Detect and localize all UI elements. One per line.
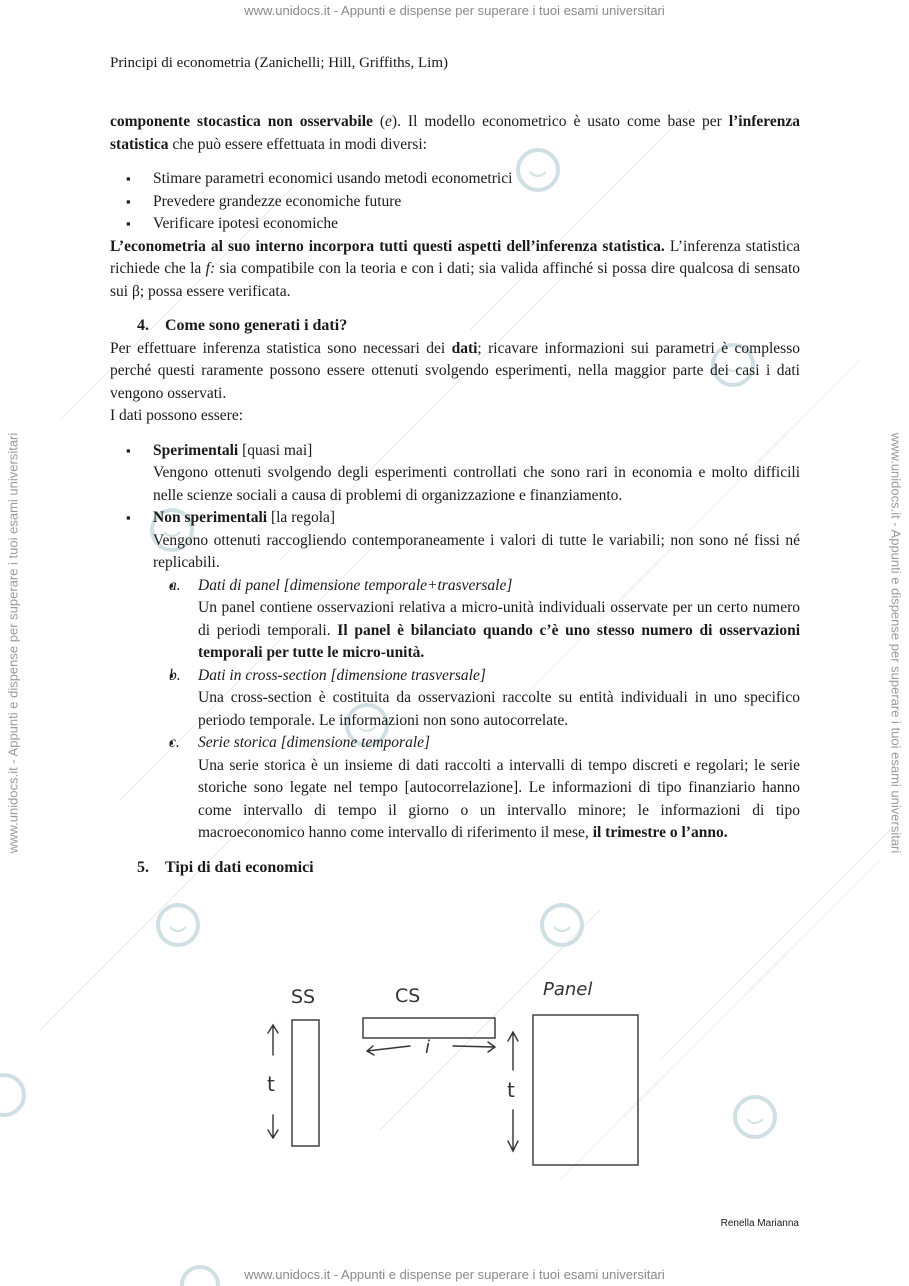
section-title: Tipi di dati economici xyxy=(165,858,314,876)
type-description: Vengono ottenuti svolgendo degli esperimenti controllati che sono rari in economia e molto difficili nelle scienze sociali a causa di problemi di organizzazione e finanziamento. xyxy=(153,464,800,504)
t-label-ss: t xyxy=(267,1072,275,1096)
i-label: i xyxy=(425,1037,431,1058)
arrow-right-icon xyxy=(453,1042,495,1052)
subtype-item-time-series xyxy=(153,732,800,845)
ss-label: SS xyxy=(291,986,316,1008)
section-number: 4. xyxy=(137,317,149,334)
cs-label: CS xyxy=(395,985,421,1007)
type-description: Vengono ottenuti raccogliendo contemporaneamente i valori di tutte le variabili; non sono né fissi né replicabili. xyxy=(153,531,800,571)
section-heading-5 xyxy=(137,857,800,880)
data-types-list xyxy=(110,440,800,845)
subtype-title: Serie storica [dimensione temporale] xyxy=(198,734,431,751)
list-item xyxy=(110,507,800,845)
text-span: ( xyxy=(372,113,386,130)
arrow-down-icon xyxy=(508,1110,518,1151)
arrow-left-icon xyxy=(367,1046,410,1055)
watermark-left: www.unidocs.it - Appunti e dispense per superare i tuoi esami universitari xyxy=(5,432,21,854)
bold-term: L’econometria al suo interno incorpora tutti questi aspetti dell’inferenza statistica. xyxy=(110,237,665,255)
subtype-text: Un panel contiene osservazioni relativa a micro-unità individuali osservate per un certo numero di periodi temporali. xyxy=(198,599,800,639)
list-item: ▪ Stimare parametri economici usando metodi econometrici xyxy=(110,168,800,191)
bold-term: componente stocastica non osservabile xyxy=(110,113,373,130)
subtype-title: Dati di panel [dimensione temporale+trasversale] xyxy=(198,576,513,594)
list-item: ▪ Prevedere grandezze economiche future xyxy=(110,191,800,214)
page-footer-author: Renella Marianna xyxy=(720,1218,799,1229)
t-label-panel: t xyxy=(507,1078,515,1102)
subtype-item-cross-section xyxy=(153,665,800,733)
bold-term: Il panel è bilanciato quando c’è uno stesso numero di osservazioni temporali per tutte le micro-unità. xyxy=(198,621,801,661)
subtype-letter: ▪ c. xyxy=(169,734,180,751)
data-types-sketch xyxy=(255,975,655,1175)
subtype-title: Dati in cross-section [dimensione trasversale] xyxy=(198,666,486,684)
subtype-letter: ▪ a. xyxy=(169,576,181,594)
list-item: ▪ Verificare ipotesi economiche xyxy=(110,213,800,236)
subtype-text: Una serie storica è un insieme di dati raccolti a intervalli di tempo discreti e regolari; le serie storiche sono legate nel tempo [autocorrelazione]. Le informazioni di tipo finanziario hanno come intervallo di tempo il giorno o un intervallo minore; le informazioni di tipo macroeconomico hanno come intervallo di riferimento il mese, xyxy=(198,756,800,841)
arrow-down-icon xyxy=(268,1115,278,1138)
symbol-f: f: xyxy=(205,260,216,277)
cross-section-box xyxy=(363,1018,495,1038)
subtypes-list xyxy=(153,575,800,845)
text-span: ; ricavare informazioni sui parametri è complesso perché questi raramente possono essere ottenuti svolgendo esperimenti, nella maggior parte dei casi i dati vengono osservati. xyxy=(110,339,800,402)
paragraph-data-needed xyxy=(110,338,800,406)
bold-term: dati xyxy=(451,339,478,357)
watermark-top: www.unidocs.it - Appunti e dispense per superare i tuoi esami universitari xyxy=(244,3,665,18)
paragraph-inference xyxy=(110,111,800,156)
list-item xyxy=(110,440,800,508)
type-note: [quasi mai] xyxy=(238,441,313,459)
paragraph-data-types-intro: I dati possono essere: xyxy=(110,407,244,424)
subtype-text: Una cross-section è costituita da osservazioni raccolte su entità individuali in uno specifico periodo temporale. Le informazioni non sono autocorrelate. xyxy=(198,689,800,729)
page-content xyxy=(110,111,800,879)
watermark-bottom: www.unidocs.it - Appunti e dispense per superare i tuoi esami universitari xyxy=(244,1267,665,1282)
panel-label: Panel xyxy=(543,979,593,1000)
subtype-letter: ▪ b. xyxy=(169,666,181,684)
type-note: [la regola] xyxy=(267,509,336,526)
time-series-box xyxy=(292,1020,319,1146)
section-number: 5. xyxy=(137,858,149,876)
type-label: Sperimentali xyxy=(153,441,239,459)
text-span: Per effettuare inferenza statistica sono necessari dei xyxy=(110,339,452,357)
bold-term: l’inferenza statistica xyxy=(110,113,800,153)
watermark-right: www.unidocs.it - Appunti e dispense per superare i tuoi esami universitari xyxy=(888,432,904,854)
arrow-up-icon xyxy=(268,1025,278,1055)
text-span: L’inferenza statistica richiede che la xyxy=(110,237,800,277)
panel-box xyxy=(533,1015,638,1165)
subtype-item-panel xyxy=(153,575,800,665)
running-header: Principi di econometria (Zanichelli; Hill, Griffiths, Lim) xyxy=(110,55,448,71)
section-heading-4 xyxy=(137,315,800,338)
text-span: che può essere effettuata in modi diversi: xyxy=(168,135,427,153)
arrow-up-icon xyxy=(508,1032,518,1070)
text-span: ). Il modello econometrico è usato come base per xyxy=(391,113,729,130)
type-label: Non sperimentali xyxy=(153,509,268,526)
bold-term: il trimestre o l’anno. xyxy=(592,824,728,841)
paragraph-econometrics xyxy=(110,236,800,304)
inference-uses-list xyxy=(110,168,800,236)
section-title: Come sono generati i dati? xyxy=(165,317,348,334)
symbol-e: e xyxy=(385,113,392,130)
text-span: sia compatibile con la teoria e con i dati; sia valida affinché si possa dire qualcosa di sensato sui β; possa essere verificata. xyxy=(110,260,800,300)
